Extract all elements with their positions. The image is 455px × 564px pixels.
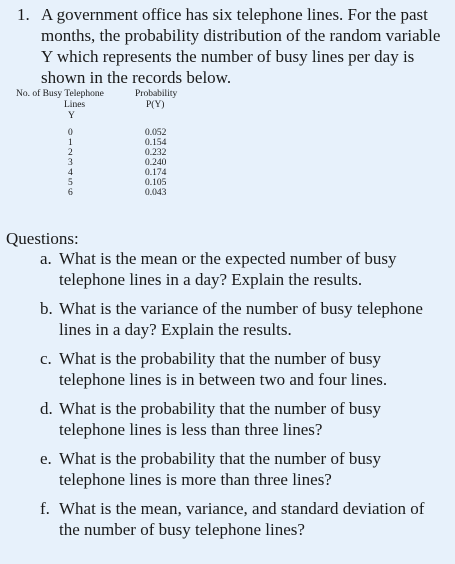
- question-c: [40, 348, 445, 390]
- table-row: [16, 178, 206, 188]
- question-text: What is the mean or the expected number of busy telephone lines in a day? Explain the results.: [59, 249, 397, 289]
- question-label: c.: [40, 349, 52, 368]
- question-text: What is the probability that the number of busy telephone lines is more than three lines?: [59, 449, 381, 489]
- cell-probability: 0.174: [145, 168, 167, 178]
- cell-probability: 0.043: [145, 188, 167, 198]
- table-row: [16, 138, 206, 148]
- header-py: P(Y): [146, 100, 165, 110]
- cell-y: 5: [68, 178, 73, 188]
- table-row: [16, 168, 206, 178]
- table-row: [16, 188, 206, 198]
- question-e: [40, 448, 445, 490]
- cell-probability: 0.154: [145, 138, 167, 148]
- question-text: What is the probability that the number of busy telephone lines is in between two and four lines.: [59, 349, 388, 389]
- question-text: What is the mean, variance, and standard deviation of the number of busy telephone lines?: [59, 499, 425, 539]
- table-row: [16, 158, 206, 168]
- question-d: [40, 398, 445, 440]
- table-row: [16, 148, 206, 158]
- question-text: What is the probability that the number of busy telephone lines is less than three lines?: [59, 399, 381, 439]
- question-text: What is the variance of the number of busy telephone lines in a day? Explain the results.: [59, 299, 423, 339]
- problem-text: A government office has six telephone lines. For the past months, the probability distribution of the random variable Y which represents the number of busy lines per day is shown in the records below.: [41, 5, 441, 87]
- cell-probability: 0.232: [145, 148, 167, 158]
- cell-y: 3: [68, 158, 73, 168]
- cell-y: 4: [68, 168, 73, 178]
- cell-y: 6: [68, 188, 73, 198]
- problem-statement: [17, 4, 449, 88]
- header-probability: Probability: [135, 89, 178, 99]
- header-busy-lines: No. of Busy Telephone: [16, 89, 104, 99]
- table-row: [16, 128, 206, 138]
- header-lines: Lines: [64, 100, 86, 110]
- cell-probability: 0.052: [145, 128, 167, 138]
- question-f: [40, 498, 445, 540]
- question-a: [40, 248, 445, 290]
- header-y: Y: [68, 111, 75, 121]
- cell-y: 0: [68, 128, 73, 138]
- question-label: a.: [40, 249, 52, 268]
- cell-y: 1: [68, 138, 73, 148]
- question-label: b.: [40, 299, 53, 318]
- question-b: [40, 298, 445, 340]
- question-label: e.: [40, 449, 52, 468]
- cell-probability: 0.240: [145, 158, 167, 168]
- question-label: f.: [40, 499, 50, 518]
- cell-probability: 0.105: [145, 178, 167, 188]
- problem-number: 1.: [17, 5, 30, 24]
- table-body: [16, 128, 206, 198]
- cell-y: 2: [68, 148, 73, 158]
- question-label: d.: [40, 399, 53, 418]
- questions-heading: Questions:: [6, 229, 79, 248]
